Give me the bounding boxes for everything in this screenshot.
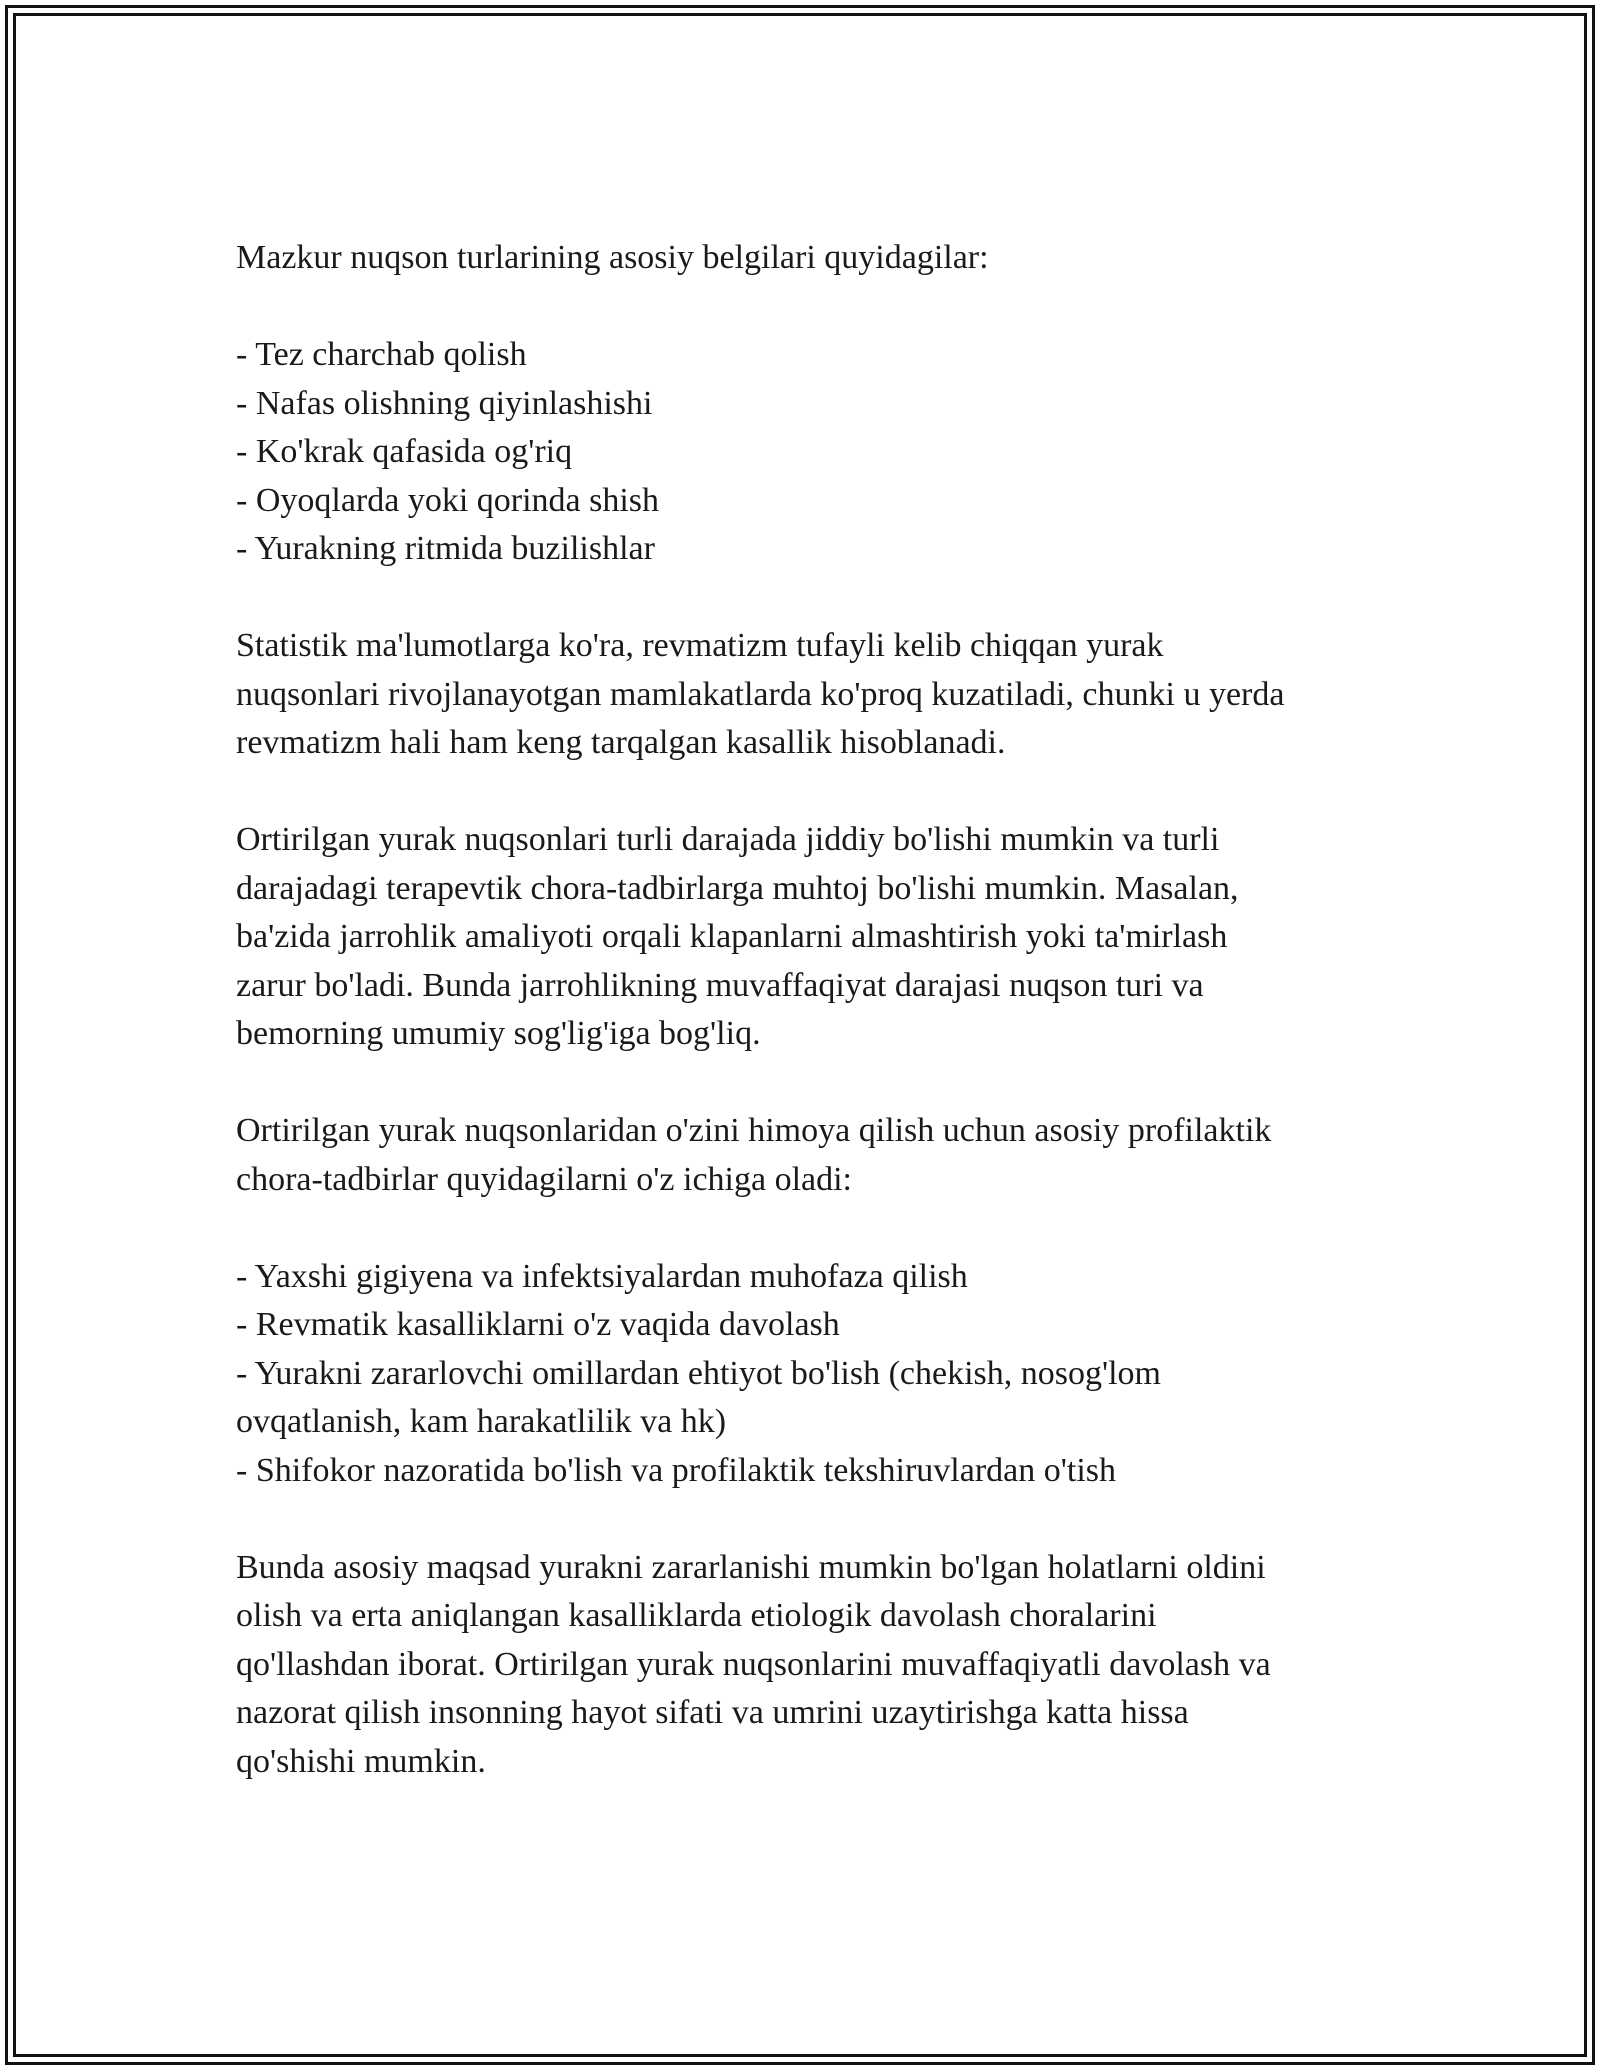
intro-paragraph xyxy=(236,234,1386,283)
list-item: - Tez charchab qolish xyxy=(236,336,527,373)
list-item: - Yaxshi gigiyena va infektsiyalardan muhofaza qilish xyxy=(236,1257,968,1295)
paragraph-gap xyxy=(236,768,1386,817)
list-item: - Oyoqlarda yoki qorinda shish xyxy=(236,481,660,519)
prevention-list xyxy=(236,1253,1386,1496)
paragraph-gap xyxy=(236,1495,1386,1544)
paragraph-line: nazorat qilish insonning hayot sifati va umrini uzaytirishga katta hissa xyxy=(236,1694,1189,1731)
paragraph-line: chora-tadbirlar quyidagilarni o'z ichiga oladi: xyxy=(236,1160,853,1198)
paragraph-gap xyxy=(236,1059,1386,1108)
list-item: - Yurakni zararlovchi omillardan ehtiyot bo'lish (chekish, nosog'lom xyxy=(236,1354,1162,1392)
paragraph-line: bemorning umumiy sog'lig'iga bog'liq. xyxy=(236,1015,761,1052)
paragraph-line: zarur bo'ladi. Bunda jarrohlikning muvaffaqiyat darajasi nuqson turi va xyxy=(236,966,1204,1004)
conclusion-paragraph xyxy=(236,1544,1386,1787)
paragraph-gap xyxy=(236,283,1386,332)
paragraph-line: Ortirilgan yurak nuqsonlaridan o'zini himoya qilish uchun asosiy profilaktik xyxy=(236,1112,1272,1149)
paragraph-line: darajadagi terapevtik chora-tadbirlarga muhtoj bo'lishi mumkin. Masalan, xyxy=(236,869,1239,907)
document-body xyxy=(236,234,1386,1786)
list-item: - Shifokor nazoratida bo'lish va profilaktik tekshiruvlardan o'tish xyxy=(236,1451,1116,1489)
paragraph-line: qo'llashdan iborat. Ortirilgan yurak nuqsonlarini muvaffaqiyatli davolash va xyxy=(236,1645,1271,1683)
list-item: - Revmatik kasalliklarni o'z vaqida davolash xyxy=(236,1306,840,1343)
symptoms-list xyxy=(236,331,1386,574)
paragraph-line: olish va erta aniqlangan kasalliklarda etiologik davolash choralarini xyxy=(236,1597,1157,1634)
paragraph-line: revmatizm hali ham keng tarqalgan kasallik hisoblanadi. xyxy=(236,724,1006,761)
statistics-paragraph xyxy=(236,622,1386,768)
paragraph-gap xyxy=(236,1204,1386,1253)
list-item: - Yurakning ritmida buzilishlar xyxy=(236,530,655,567)
list-item: - Nafas olishning qiyinlashishi xyxy=(236,384,653,422)
paragraph-line: qo'shishi mumkin. xyxy=(236,1742,486,1780)
paragraph-line: nuqsonlari rivojlanayotgan mamlakatlarda ko'proq kuzatiladi, chunki u yerda xyxy=(236,675,1285,713)
paragraph-line: Statistik ma'lumotlarga ko'ra, revmatizm tufayli kelib chiqqan yurak xyxy=(236,627,1164,664)
paragraph-line: Bunda asosiy maqsad yurakni zararlanishi mumkin bo'lgan holatlarni oldini xyxy=(236,1548,1266,1586)
paragraph-line: ba'zida jarrohlik amaliyoti orqali klapanlarni almashtirish yoki ta'mirlash xyxy=(236,918,1228,955)
paragraph-gap xyxy=(236,574,1386,623)
list-item: ovqatlanish, kam harakatlilik va hk) xyxy=(236,1403,727,1440)
intro-line: Mazkur nuqson turlarining asosiy belgilari quyidagilar: xyxy=(236,239,989,276)
list-item: - Ko'krak qafasida og'riq xyxy=(236,433,573,470)
paragraph-line: Ortirilgan yurak nuqsonlari turli darajada jiddiy bo'lishi mumkin va turli xyxy=(236,821,1220,858)
prevention-intro-paragraph xyxy=(236,1107,1386,1204)
treatment-paragraph xyxy=(236,816,1386,1059)
